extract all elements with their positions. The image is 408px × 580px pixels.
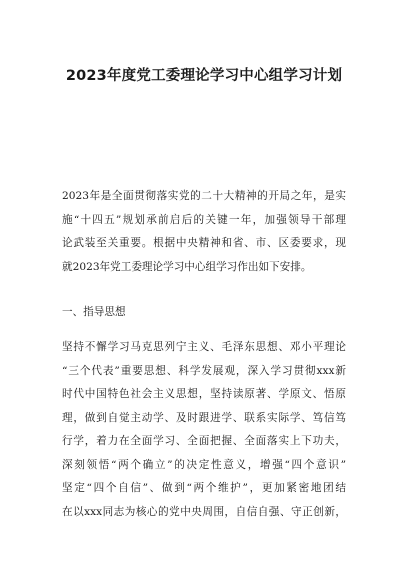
paragraph-line: 深刻领悟“两个确立”的决定性意义，增强“四个意识”	[62, 458, 346, 471]
paragraph-line: “三个代表”重要思想、科学发展观，深入学习贯彻xxx新	[62, 364, 346, 377]
paragraph-line: 行学，着力在全面学习、全面把握、全面落实上下功夫，	[62, 435, 346, 447]
intro-line: 就2023年党工委理论学习中心组学习作出如下安排。	[62, 260, 312, 273]
section-heading-guiding-ideology: 一、指导思想	[62, 306, 126, 318]
paragraph-line: 在以xxx同志为核心的党中央周围，自信自强、守正创新，	[62, 505, 346, 518]
paragraph-line: 坚定“四个自信”、做到“两个维护”，更加紧密地团结	[62, 482, 346, 494]
intro-line: 施“十四五”规划承前启后的关键一年，加强领导干部理	[62, 213, 346, 226]
intro-paragraph	[62, 185, 346, 279]
document-title: 2023年度党工委理论学习中心组学习计划	[65, 68, 343, 84]
intro-line: 论武装至关重要。根据中央精神和省、市、区委要求，现	[62, 237, 346, 249]
paragraph-line: 时代中国特色社会主义思想，坚持读原著、学原文、悟原	[62, 388, 346, 400]
paragraph-line: 理，做到自觉主动学、及时跟进学、联系实际学、笃信笃	[62, 411, 346, 424]
intro-line: 2023年是全面贯彻落实党的二十大精神的开局之年，是实	[62, 190, 346, 202]
guiding-ideology-paragraph	[62, 336, 346, 524]
paragraph-line: 坚持不懈学习马克思列宁主义、毛泽东思想、邓小平理论	[62, 341, 346, 353]
